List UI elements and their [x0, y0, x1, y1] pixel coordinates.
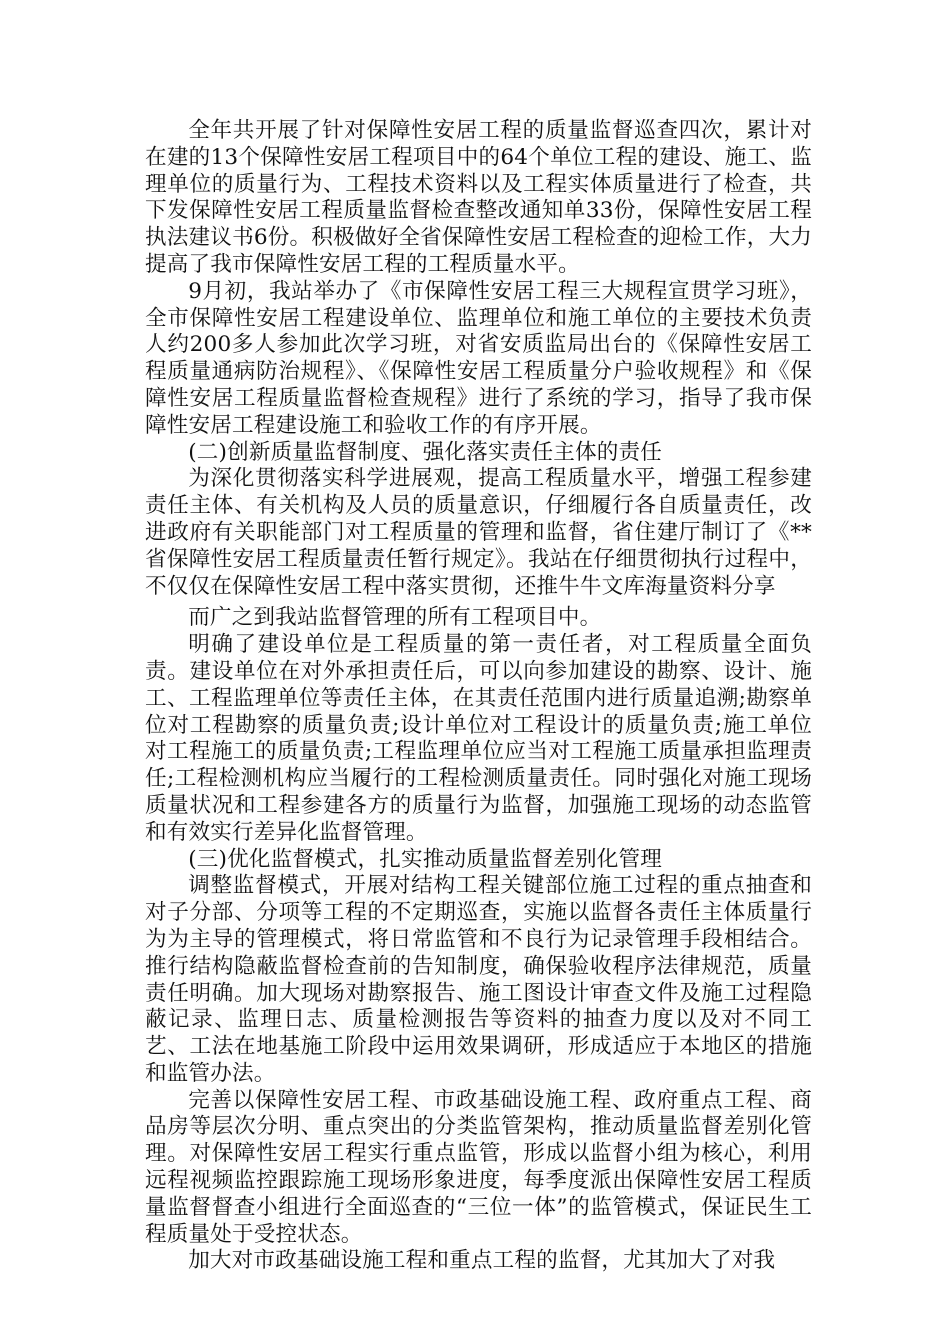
paragraph-municipal-projects: 加大对市政基础设施工程和重点工程的监督，尤其加大了对我 [188, 1248, 776, 1274]
section-heading-2: (二)创新质量监督制度、强化落实责任主体的责任 [188, 439, 662, 465]
section-heading-3: (三)优化监督模式，扎实推动质量监督差别化管理 [188, 846, 662, 872]
paragraph-responsibility-rules: 为深化贯彻落实科学进展观，提高工程质量水平，增强工程参建责任主体、有关机构及人员的质量意识，仔细履行各自质量责任，改进政府有关职能部门对工程质量的管理和监督，省住建厅制订了《**省保障性安居工程质量责任暂行规定》。我站在仔细贯彻执行过程中，不仅仅在保障性安居工程中落实贯彻，还推牛牛文库海量资料分享 [145, 466, 812, 599]
paragraph-inspection-summary: 全年共开展了针对保障性安居工程的质量监督巡查四次，累计对在建的13个保障性安居工程项目中的64个单位工程的建设、施工、监理单位的质量行为、工程技术资料以及工程实体质量进行了检查，共下发保障性安居工程质量监督检查整改通知单33份，保障性安居工程执法建议书6份。积极做好全省保障性安居工程检查的迎检工作，大力提高了我市保障性安居工程的工程质量水平。 [145, 118, 812, 277]
paragraph-supervision-mode: 调整监督模式，开展对结构工程关键部位施工过程的重点抽查和对子分部、分项等工程的不定期巡查，实施以监督各责任主体质量行为为主导的管理模式，将日常监管和不良行为记录管理手段相结合。推行结构隐蔽监督检查前的告知制度，确保验收程序法律规范，质量责任明确。加大现场对勘察报告、施工图设计审查文件及施工过程隐蔽记录、监理日志、质量检测报告等资料的抽查力度以及对不同工艺、工法在地基施工阶段中运用效果调研，形成适应于本地区的措施和监管办法。 [145, 873, 812, 1086]
paragraph-construction-unit-duty: 明确了建设单位是工程质量的第一责任者，对工程质量全面负责。建设单位在对外承担责任后，可以向参加建设的勘察、设计、施工、工程监理单位等责任主体，在其责任范围内进行质量追溯;勘察单位对工程勘察的质量负责;设计单位对工程设计的质量负责;施工单位对工程施工的质量负责;工程监理单位应当对工程施工质量承担监理责任;工程检测机构应当履行的工程检测质量责任。同时强化对施工现场质量状况和工程参建各方的质量行为监督，加强施工现场的动态监管和有效实行差异化监督管理。 [145, 632, 812, 845]
paragraph-continuation: 而广之到我站监督管理的所有工程项目中。 [188, 605, 602, 631]
paragraph-classified-supervision: 完善以保障性安居工程、市政基础设施工程、政府重点工程、商品房等层次分明、重点突出的分类监管架构，推动质量监督差别化管理。对保障性安居工程实行重点监管，形成以监督小组为核心，利用远程视频监控跟踪施工现场形象进度，每季度派出保障性安居工程质量监督督查小组进行全面巡查的“三位一体”的监管模式，保证民生工程质量处于受控状态。 [145, 1087, 812, 1247]
paragraph-training-class: 9月初，我站举办了《市保障性安居工程三大规程宣贯学习班》，全市保障性安居工程建设单位、监理单位和施工单位的主要技术负责人约200多人参加此次学习班，对省安质监局出台的《保障性安居工程质量通病防治规程》、《保障性安居工程质量分户验收规程》和《保障性安居工程质量监督检查规程》进行了系统的学习，指导了我市保障性安居工程建设施工和验收工作的有序开展。 [145, 278, 812, 438]
document-body [145, 118, 812, 1275]
